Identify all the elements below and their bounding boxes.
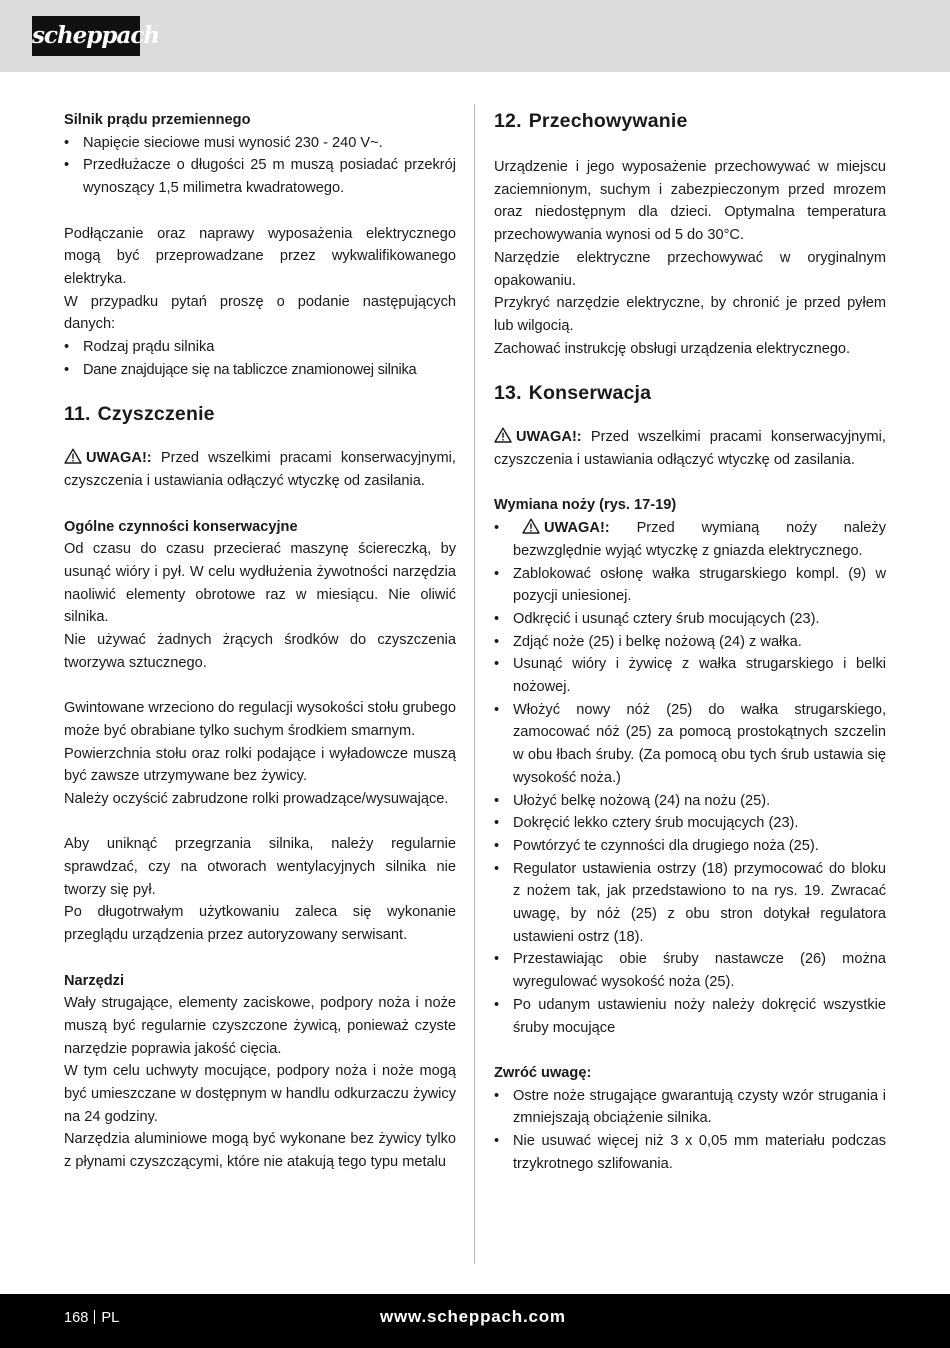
warning-text: Przed wymianą noży należy bezwzględnie wyjąć wtyczkę z gniazda elektrycznego. xyxy=(513,520,886,559)
page-number-value: 168 xyxy=(64,1310,89,1326)
warning-text: Przed wszelkimi pracami konserwacyjnymi, czyszczenia i ustawiania odłączyć wtyczkę od zasilania. xyxy=(64,450,456,490)
general-heading: Ogólne czynności konserwacyjne xyxy=(64,518,298,535)
list-item: • Dokręcić lekko cztery śrub mocujących (23). xyxy=(494,812,886,835)
section-heading-11 xyxy=(64,402,456,426)
data-bullets xyxy=(64,336,456,381)
brand-logo: scheppach xyxy=(32,16,140,56)
warning-label: UWAGA!: xyxy=(544,520,610,537)
list-item: • Włożyć nowy nóż (25) do wałka strugarskiego, zamocować nóż (25) za pomocą prostokątnych szczelin w obu łbach śruby. (Za pomocą obu tych śrub ustawia się wysokość noża.) xyxy=(494,699,886,790)
overheat-paragraph-2: Po długotrwałym użytkowaniu zaleca się wykonanie przeglądu urządzenia przez autoryzowany serwisant. xyxy=(64,904,456,944)
general-paragraph-2: Nie używać żadnych żrących środków do czyszczenia tworzywa sztucznego. xyxy=(64,632,456,671)
connect-paragraph: Podłączanie oraz naprawy wyposażenia elektrycznego mogą być przeprowadzane przez wykwalifikowanego elektryka. xyxy=(64,225,456,287)
page-number xyxy=(64,1310,119,1326)
storage-paragraph-4: Zachować instrukcję obsługi urządzenia elektrycznego. xyxy=(494,340,851,357)
website-url[interactable]: www.scheppach.com xyxy=(380,1307,566,1326)
section-title: Przechowywanie xyxy=(528,110,688,132)
tools-paragraph-1: Wały strugające, elementy zaciskowe, podpory noża i noże muszą być regularnie czyszczone żywicą, ponieważ czyste narzędzie poprawia jakość cięcia. xyxy=(64,995,456,1057)
questions-paragraph: W przypadku pytań proszę o podanie następujących danych: xyxy=(64,293,456,333)
section-heading-13 xyxy=(494,381,886,405)
list-item xyxy=(494,517,886,562)
list-item: • Przestawiając obie śruby nastawcze (26) można wyregulować wysokość noża (25). xyxy=(494,948,886,993)
list-item: • Zablokować osłonę wałka strugarskiego kompl. (9) w pozycji uniesionej. xyxy=(494,563,886,608)
storage-paragraph-1: Urządzenie i jego wyposażenie przechowywać w miejscu zaciemnionym, suchym i zabezpieczonym przed mrozem oraz niedostępnym dla dzieci. Optymalna temperatura przechowywania wynosi od 5 do 30°C. xyxy=(494,159,886,244)
spindle-paragraph-3: Należy oczyścić zabrudzone rolki prowadzące/wysuwające. xyxy=(64,790,449,807)
knife-bullets xyxy=(494,517,886,1039)
warning-icon xyxy=(494,427,512,443)
warning-icon xyxy=(64,448,82,464)
storage-paragraph-2: Narzędzie elektryczne przechowywać w oryginalnym opakowaniu. xyxy=(494,249,886,289)
warning-paragraph xyxy=(494,426,886,471)
storage-paragraph-3: Przykryć narzędzie elektryczne, by chronić je przed pyłem lub wilgocią. xyxy=(494,295,886,334)
list-item: • Ułożyć belkę nożową (24) na nożu (25). xyxy=(494,790,886,813)
motor-bullets xyxy=(64,132,456,200)
list-item: • Ostre noże strugające gwarantują czysty wzór strugania i zmniejszają obciążenie silnika. xyxy=(494,1085,886,1130)
section-number: 13. xyxy=(494,382,522,405)
warning-text: Przed wszelkimi pracami konserwacyjnymi, czyszczenia i ustawiania odłączyć wtyczkę od zasilania. xyxy=(494,429,886,469)
spindle-paragraph-2: Powierzchnia stołu oraz rolki podające i wyładowcze muszą być zawsze utrzymywane bez żywicy. xyxy=(64,745,456,785)
list-item: • Zdjąć noże (25) i belkę nożową (24) z wałka. xyxy=(494,631,886,654)
list-item: • Po udanym ustawieniu noży należy dokręcić wszystkie śruby mocujące xyxy=(494,994,886,1039)
overheat-paragraph-1: Aby uniknąć przegrzania silnika, należy regularnie sprawdzać, czy na otworach wentylacyjnych silnika nie tworzy się pył. xyxy=(64,836,456,898)
list-item: • Powtórzyć te czynności dla drugiego noża (25). xyxy=(494,835,886,858)
section-heading-12 xyxy=(494,109,886,133)
list-item: • Nie usuwać więcej niż 3 x 0,05 mm materiału podczas trzykrotnego szlifowania. xyxy=(494,1130,886,1175)
page-separator xyxy=(94,1310,95,1324)
section-title: Konserwacja xyxy=(528,382,652,405)
section-number: 12. xyxy=(494,110,522,132)
motor-heading: Silnik prądu przemiennego xyxy=(64,112,251,128)
section-number: 11. xyxy=(64,403,91,426)
note-heading: Zwróć uwagę: xyxy=(494,1064,592,1081)
list-item: • Usunąć wióry i żywicę z wałka strugarskiego i belki nożowej. xyxy=(494,653,886,698)
list-item: • Odkręcić i usunąć cztery śrub mocujących (23). xyxy=(494,608,886,631)
right-column xyxy=(494,109,886,1176)
list-item: • Przedłużacze o długości 25 m muszą posiadać przekrój wynoszący 1,5 milimetra kwadratowego. xyxy=(64,154,456,199)
warning-label: UWAGA!: xyxy=(86,450,152,467)
list-item: • Napięcie sieciowe musi wynosić 230 - 240 V~. xyxy=(64,132,456,155)
tools-paragraph-2: W tym celu uchwyty mocujące, podpory noża i noże mogą być umieszczane w dostępnym w handlu odkurzaczu żywicy na 24 godziny. xyxy=(64,1063,456,1125)
note-bullets xyxy=(494,1085,886,1176)
left-column xyxy=(64,109,456,1174)
header-band xyxy=(0,0,950,72)
knife-heading: Wymiana noży (rys. 17-19) xyxy=(494,497,677,514)
warning-label: UWAGA!: xyxy=(516,429,582,446)
section-title: Czyszczenie xyxy=(97,403,215,426)
list-item: • Rodzaj prądu silnika xyxy=(64,336,456,359)
tools-paragraph-3: Narzędzia aluminiowe mogą być wykonane bez żywicy tylko z płynami czyszczącymi, które nie atakują tego typu metalu xyxy=(64,1131,456,1171)
general-paragraph-1: Od czasu do czasu przecierać maszynę ściereczką, by usunąć wióry i pył. W celu wydłużenia żywotności narzędzia naoliwić elementy obrotowe raz w miesiącu. Nie oliwić silnika. xyxy=(64,541,456,626)
footer-band xyxy=(0,1294,950,1348)
list-item: • Dane znajdujące się na tabliczce znamionowej silnika xyxy=(64,359,456,382)
column-divider xyxy=(474,104,475,1264)
spindle-paragraph-1: Gwintowane wrzeciono do regulacji wysokości stołu grubego może być obrabiane tylko suchym środkiem smarnym. xyxy=(64,700,456,739)
warning-paragraph xyxy=(64,447,456,492)
list-item: • Regulator ustawienia ostrzy (18) przymocować do bloku z nożem tak, jak przedstawiono to na rys. 19. Zwracać uwagę, by nóż (25) z obu stron dotykał regulatora ustawieni ostrz (18). xyxy=(494,858,886,949)
warning-icon xyxy=(522,518,540,534)
language-code: PL xyxy=(101,1310,120,1326)
tools-heading: Narzędzi xyxy=(64,972,125,989)
